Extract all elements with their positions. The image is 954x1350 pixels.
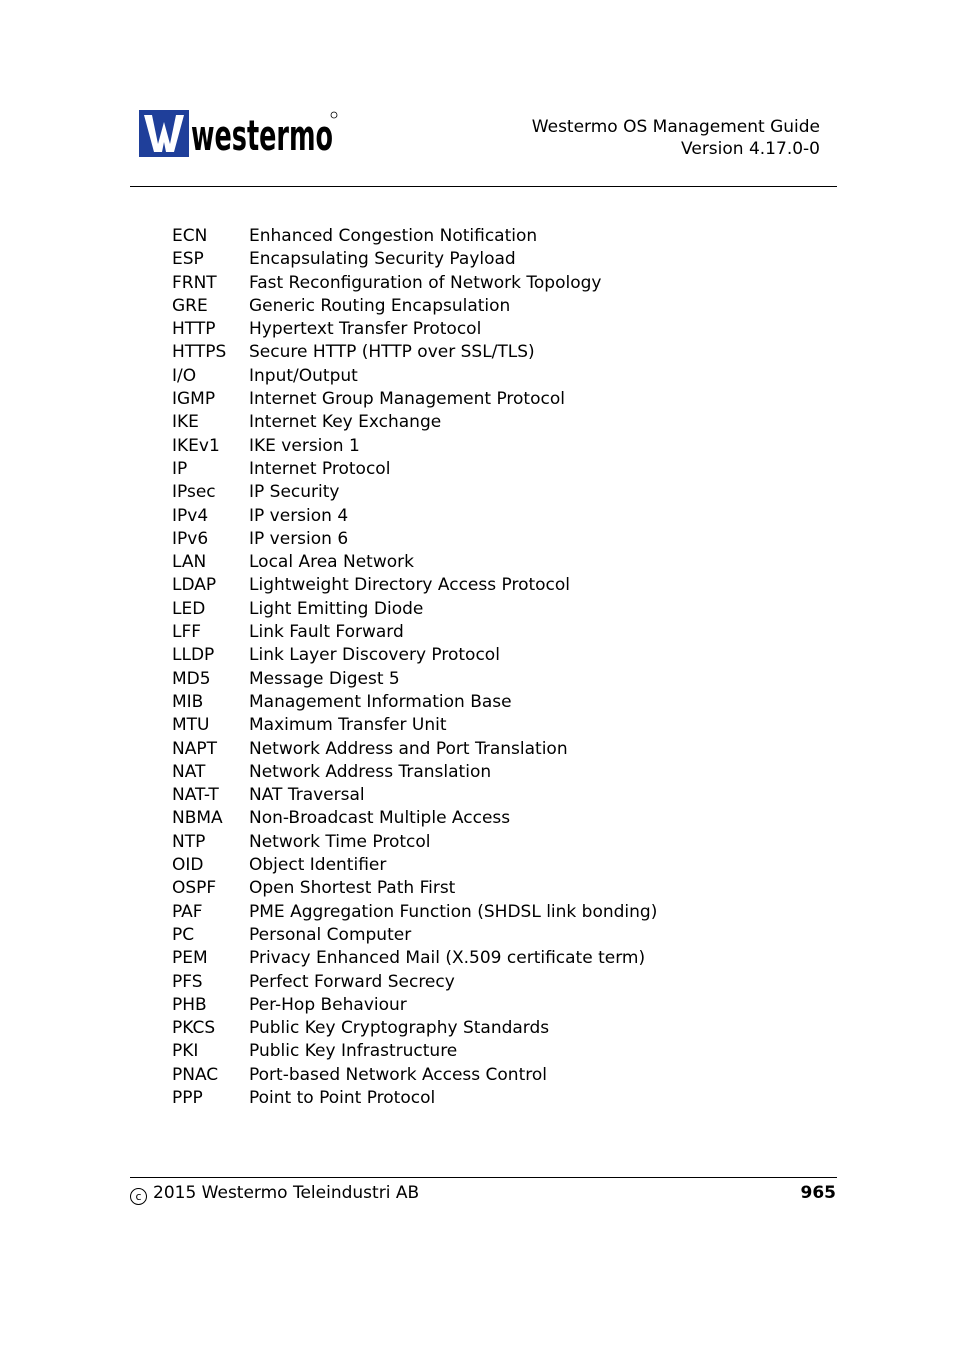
acronym-entry (172, 971, 657, 994)
acronym-expansion: IP version 6 (249, 528, 349, 549)
acronym-expansion: Fast Reconfiguration of Network Topology (249, 272, 602, 293)
document-header (532, 116, 820, 160)
acronym-expansion: Message Digest 5 (249, 668, 400, 689)
acronym-expansion: Hypertext Transfer Protocol (249, 319, 482, 340)
acronym-expansion: Perfect Forward Secrecy (249, 971, 455, 992)
acronym-entry (172, 831, 657, 854)
acronym-entry (172, 272, 657, 295)
acronym-expansion: Input/Output (249, 365, 358, 386)
acronym-entry (172, 528, 657, 551)
acronym-abbreviation: IP (172, 458, 188, 479)
acronym-expansion: Public Key Cryptography Standards (249, 1018, 550, 1039)
acronym-abbreviation: MIB (172, 691, 204, 712)
acronym-abbreviation: NAT (172, 761, 206, 782)
acronym-abbreviation: ECN (172, 226, 208, 246)
acronym-expansion: Per-Hop Behaviour (249, 994, 407, 1015)
acronym-expansion: Personal Computer (249, 924, 412, 945)
acronym-abbreviation: LLDP (172, 645, 215, 666)
acronym-abbreviation: HTTP (172, 319, 216, 340)
acronym-expansion: Port-based Network Access Control (249, 1064, 547, 1085)
acronym-entry (172, 388, 657, 411)
acronym-abbreviation: ESP (172, 249, 204, 270)
westermo-logo-mark (139, 110, 339, 158)
acronym-abbreviation: PKI (172, 1041, 199, 1062)
acronym-abbreviation: MTU (172, 715, 210, 736)
header-divider (130, 186, 837, 187)
acronym-expansion: IP Security (249, 482, 340, 503)
acronym-abbreviation: IGMP (172, 389, 216, 410)
acronym-expansion: Point to Point Protocol (249, 1087, 436, 1108)
acronym-expansion: Privacy Enhanced Mail (X.509 certificate term) (249, 948, 646, 969)
acronym-entry (172, 668, 657, 691)
acronym-entry (172, 877, 657, 900)
acronym-entry (172, 621, 657, 644)
acronym-expansion: Internet Key Exchange (249, 412, 442, 433)
acronym-abbreviation: HTTPS (172, 342, 227, 363)
acronym-expansion: Secure HTTP (HTTP over SSL/TLS) (249, 342, 535, 363)
acronym-abbreviation: PNAC (172, 1064, 219, 1085)
acronym-abbreviation: IPv4 (172, 505, 209, 526)
acronym-expansion: IKE version 1 (249, 435, 360, 456)
acronym-abbreviation: LAN (172, 552, 207, 573)
acronym-entry (172, 598, 657, 621)
acronym-abbreviation: LFF (172, 622, 202, 643)
acronym-abbreviation: NAPT (172, 738, 217, 759)
acronym-expansion: Link Layer Discovery Protocol (249, 645, 500, 666)
acronym-expansion: Non-Broadcast Multiple Access (249, 808, 511, 829)
acronym-entry (172, 1017, 657, 1040)
acronym-entry (172, 994, 657, 1017)
guide-version: Version 4.17.0-0 (681, 139, 820, 159)
acronym-entry (172, 458, 657, 481)
acronym-expansion: Maximum Transfer Unit (249, 715, 447, 736)
acronym-expansion: Network Address Translation (249, 761, 492, 782)
acronym-abbreviation: PFS (172, 971, 203, 992)
acronym-expansion: Public Key Infrastructure (249, 1041, 458, 1062)
acronym-abbreviation: IKEv1 (172, 435, 220, 456)
acronym-abbreviation: FRNT (172, 272, 217, 293)
acronym-entry (172, 761, 657, 784)
acronym-entry (172, 574, 657, 597)
acronym-entry (172, 481, 657, 504)
acronym-entry (172, 365, 657, 388)
logo-wordmark: westermo (191, 111, 333, 160)
footer-divider (130, 1177, 837, 1178)
acronym-abbreviation: PHB (172, 994, 207, 1015)
acronym-entry (172, 248, 657, 271)
acronym-abbreviation: IPsec (172, 482, 216, 503)
guide-title: Westermo OS Management Guide (531, 117, 820, 137)
page-number: 965 (800, 1183, 836, 1203)
acronym-expansion: Open Shortest Path First (249, 878, 456, 899)
acronym-abbreviation: PAF (172, 901, 203, 922)
acronym-abbreviation: OID (172, 855, 204, 876)
acronym-abbreviation: IKE (172, 412, 199, 433)
acronym-expansion: Object Identifier (249, 855, 387, 876)
acronym-entry (172, 1064, 657, 1087)
acronym-expansion: Internet Protocol (249, 458, 391, 479)
acronym-expansion: Link Fault Forward (249, 622, 404, 643)
acronym-entry (172, 411, 657, 434)
westermo-logo (139, 110, 339, 158)
acronym-entry (172, 435, 657, 458)
acronym-entry (172, 1040, 657, 1063)
acronym-abbreviation: PC (172, 924, 195, 945)
acronym-expansion: Management Information Base (249, 691, 512, 712)
acronym-expansion: NAT Traversal (249, 785, 365, 806)
acronym-expansion: Lightweight Directory Access Protocol (249, 575, 571, 596)
acronym-abbreviation: NTP (172, 831, 206, 852)
copyright-icon: c (130, 1188, 147, 1205)
acronym-expansion: Generic Routing Encapsulation (249, 295, 511, 316)
copyright-text: 2015 Westermo Teleindustri AB (153, 1183, 420, 1203)
acronym-abbreviation: PPP (172, 1087, 203, 1108)
acronym-abbreviation: I/O (172, 365, 197, 386)
acronym-abbreviation: NAT-T (172, 785, 219, 806)
acronym-entry (172, 738, 657, 761)
acronym-abbreviation: LDAP (172, 575, 217, 596)
acronym-expansion: Network Address and Port Translation (249, 738, 568, 759)
acronym-entry (172, 714, 657, 737)
acronym-entry (172, 854, 657, 877)
acronym-expansion: Internet Group Management Protocol (249, 389, 565, 410)
acronym-entry (172, 295, 657, 318)
acronym-entry (172, 341, 657, 364)
acronym-entry (172, 318, 657, 341)
acronym-abbreviation: MD5 (172, 668, 211, 689)
acronym-entry (172, 807, 657, 830)
acronym-entry (172, 901, 657, 924)
acronym-expansion: Enhanced Congestion Notification (249, 226, 538, 246)
acronym-expansion: Light Emitting Diode (249, 598, 424, 619)
acronym-abbreviation: GRE (172, 295, 208, 316)
acronym-entry (172, 225, 657, 248)
acronym-entry (172, 505, 657, 528)
acronym-entry (172, 784, 657, 807)
acronym-abbreviation: IPv6 (172, 528, 209, 549)
acronym-expansion: PME Aggregation Function (SHDSL link bonding) (249, 901, 658, 922)
acronym-entry (172, 924, 657, 947)
acronym-expansion: Encapsulating Security Payload (249, 249, 516, 270)
acronym-abbreviation: PKCS (172, 1018, 216, 1039)
acronym-abbreviation: NBMA (172, 808, 223, 829)
acronym-entry (172, 644, 657, 667)
acronym-entry (172, 1087, 657, 1110)
footer-copyright (130, 1182, 419, 1205)
acronym-expansion: Network Time Protcol (249, 831, 431, 852)
acronym-entry (172, 691, 657, 714)
acronym-entry (172, 551, 657, 574)
acronym-expansion: Local Area Network (249, 552, 414, 573)
acronym-abbreviation: PEM (172, 948, 208, 969)
acronym-expansion: IP version 4 (249, 505, 349, 526)
acronym-abbreviation: LED (172, 598, 206, 619)
acronym-entry (172, 947, 657, 970)
acronym-abbreviation: OSPF (172, 878, 217, 899)
acronym-list (172, 225, 657, 1110)
